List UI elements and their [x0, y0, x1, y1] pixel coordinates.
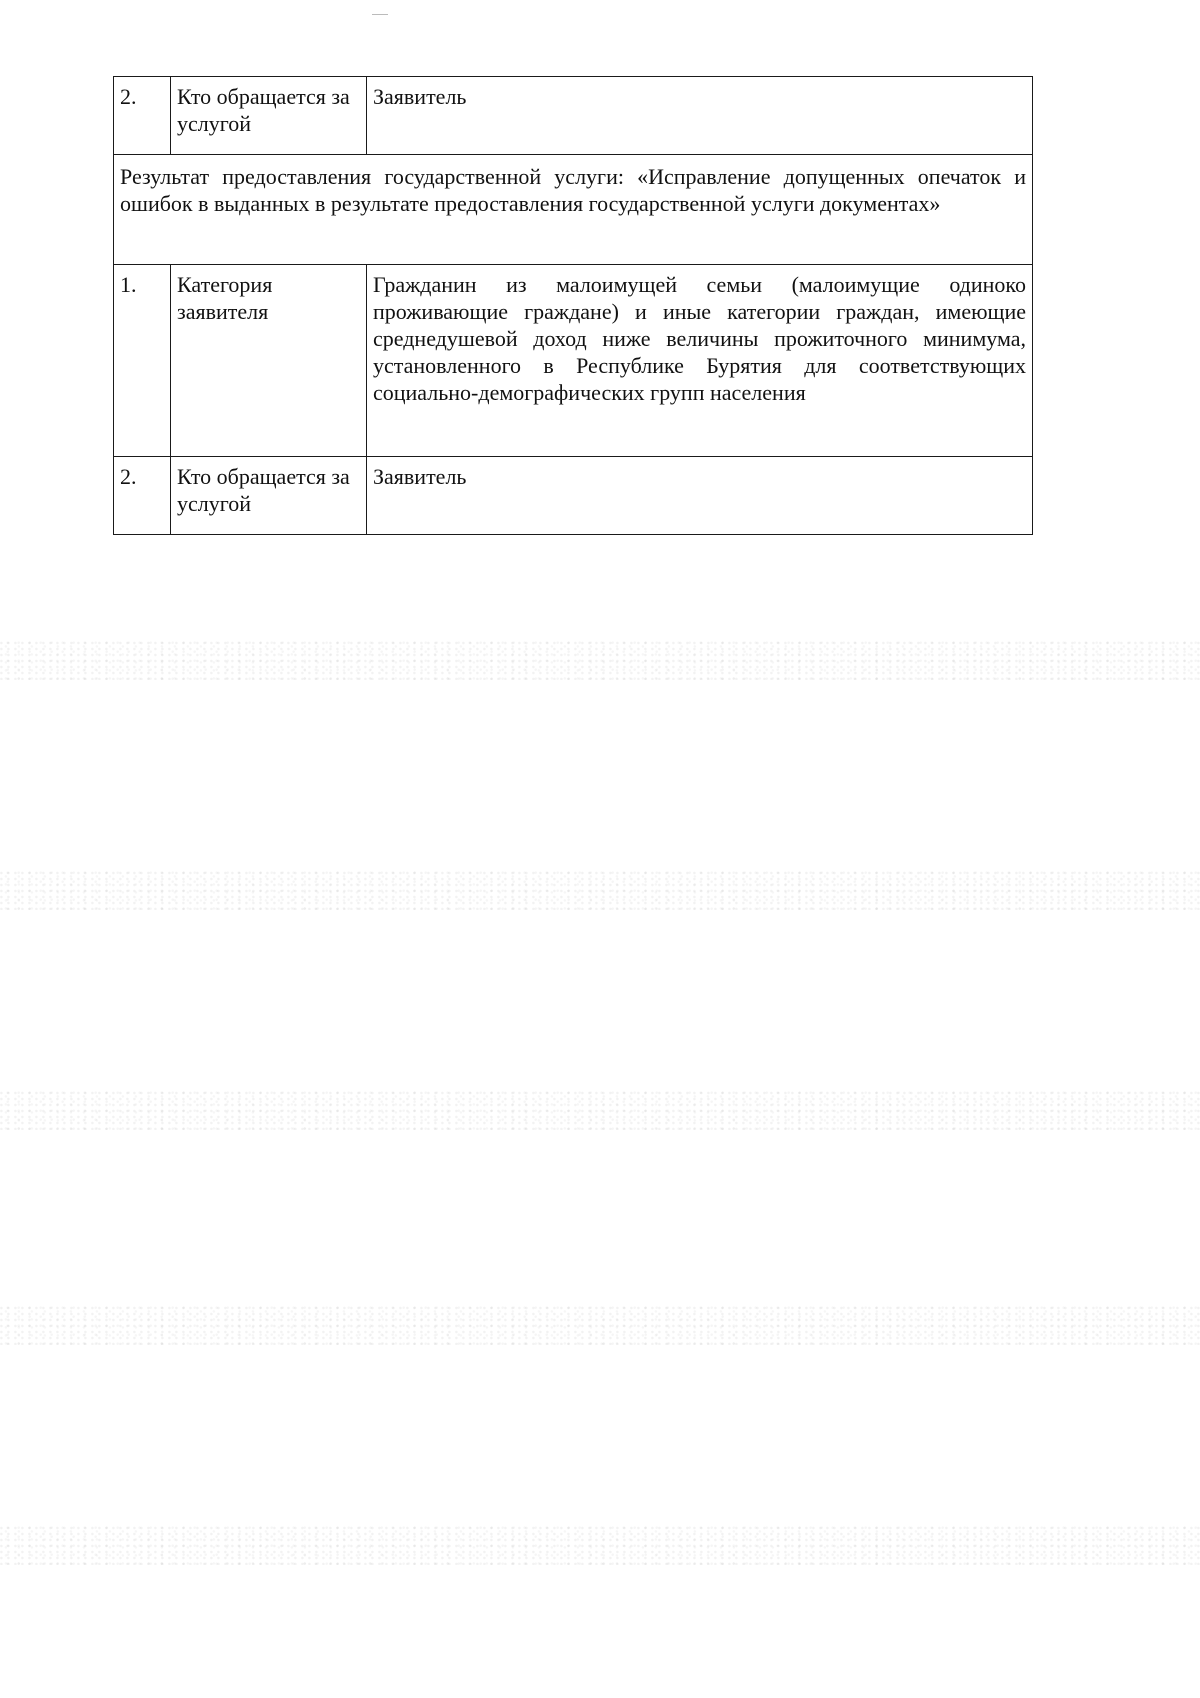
row-number: 2. — [120, 464, 137, 489]
scan-mark — [372, 14, 388, 15]
row-value: Гражданин из малоимущей семьи (малоимущие одиноко проживающие граждане) и иные категории граждан, имеющие среднедушевой доход ниже величины прожиточного минимума, установленного в Республике Бурятия для соответствующих социально-демографических групп населения — [373, 272, 1026, 405]
scan-noise-band — [0, 1090, 1200, 1130]
scan-noise-band — [0, 1525, 1200, 1565]
row-number-cell — [114, 265, 171, 457]
service-info-table — [113, 76, 1033, 535]
row-number-cell — [114, 77, 171, 155]
scan-noise-band — [0, 640, 1200, 680]
section-header-text: Результат предоставления государственной услуги: «Исправление допущенных опечаток и ошибок в выданных в результате предоставления государственной услуги документах» — [120, 164, 1026, 216]
table-row — [114, 457, 1033, 535]
row-value-cell — [367, 77, 1033, 155]
table-row — [114, 77, 1033, 155]
scan-noise-band — [0, 870, 1200, 910]
scan-noise-band — [0, 1305, 1200, 1345]
row-label-cell — [171, 77, 367, 155]
row-label-cell — [171, 265, 367, 457]
row-value-cell — [367, 457, 1033, 535]
row-number-cell — [114, 457, 171, 535]
table-row — [114, 265, 1033, 457]
row-label-cell — [171, 457, 367, 535]
row-number: 1. — [120, 272, 137, 297]
row-value: Заявитель — [373, 84, 467, 109]
row-label: Категория заявителя — [177, 272, 273, 324]
row-label: Кто обращается за услугой — [177, 84, 350, 136]
row-value-cell — [367, 265, 1033, 457]
section-header-cell — [114, 155, 1033, 265]
section-header-row — [114, 155, 1033, 265]
row-number: 2. — [120, 84, 137, 109]
row-label: Кто обращается за услугой — [177, 464, 350, 516]
row-value: Заявитель — [373, 464, 467, 489]
